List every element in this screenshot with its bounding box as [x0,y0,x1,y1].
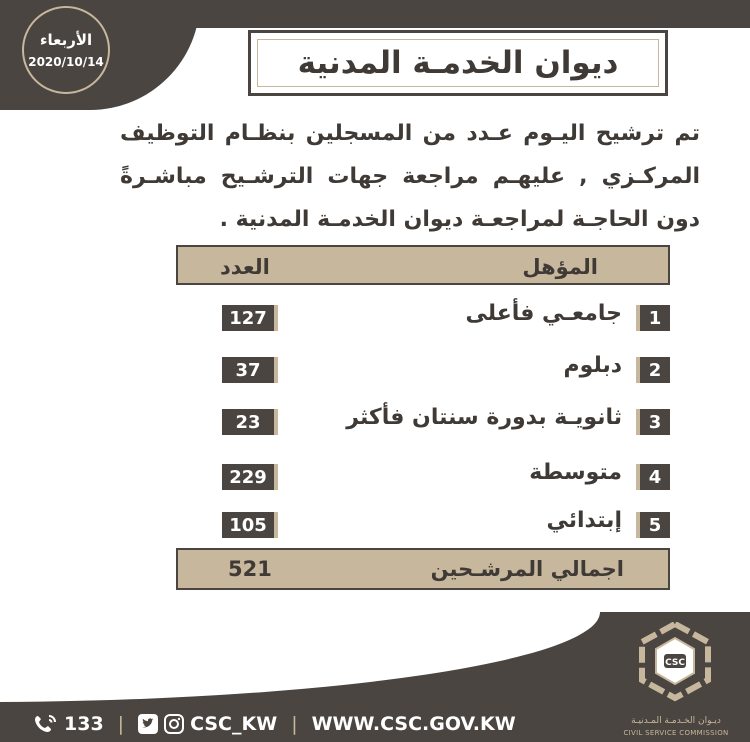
date-label: 2020/10/14 [28,55,104,69]
row-index: 1 [636,305,670,331]
intro-paragraph: تم ترشيح اليـوم عـدد من المسجلين بنظـام التوظيف المركـزي , عليهـم مراجعة جهات الترشـيح مباشـرةً دون الحاجـة لمراجعـة ديوان الخدمـة المدنية . [120,121,700,232]
footer-bar [0,706,600,742]
social-handle[interactable]: CSC_KW [190,713,278,735]
row-count: 127 [222,305,278,331]
page-title: ديوان الخدمـة المدنية [297,45,619,81]
table-row [176,353,670,387]
logo-caption-arabic: ديـوان الخـدمـة المـدنيـة [631,716,721,726]
logo-badge-text: CSC [665,658,685,668]
phone-icon [32,713,58,735]
row-count: 105 [222,512,278,538]
row-index: 4 [636,464,670,490]
row-qualification: جامعـي فأعلى [465,301,622,326]
page-title-box [248,30,668,96]
instagram-icon[interactable] [164,714,184,734]
total-value: 521 [228,557,272,581]
row-qualification: متوسطة [529,460,622,485]
csc-logo-icon [630,622,720,702]
date-badge [22,6,110,94]
row-index: 2 [636,357,670,383]
row-qualification: دبلوم [563,353,622,378]
footer-separator: | [291,713,298,735]
row-count: 37 [222,357,278,383]
row-qualification: ثانويـة بدورة سنتان فأكثر [346,405,622,430]
table-row [176,508,670,542]
phone-number[interactable]: 133 [64,713,104,735]
table-header [176,245,670,285]
day-label: الأربعاء [39,31,93,49]
header-qualification: المؤهل [522,255,598,279]
table-row [176,405,670,439]
table-row [176,301,670,335]
row-index: 5 [636,512,670,538]
footer-separator: | [117,713,125,735]
row-qualification: إبتدائي [546,508,622,533]
header-count: العدد [220,255,270,279]
row-count: 229 [222,464,278,490]
row-index: 3 [636,409,670,435]
website-link[interactable]: WWW.CSC.GOV.KW [311,713,516,735]
total-label: اجمالي المرشـحين [430,557,624,581]
total-row [176,548,670,590]
row-count: 23 [222,409,278,435]
twitter-icon[interactable] [138,714,158,734]
table-row [176,460,670,494]
logo-caption-english: CIVIL SERVICE COMMISSION [623,729,729,737]
